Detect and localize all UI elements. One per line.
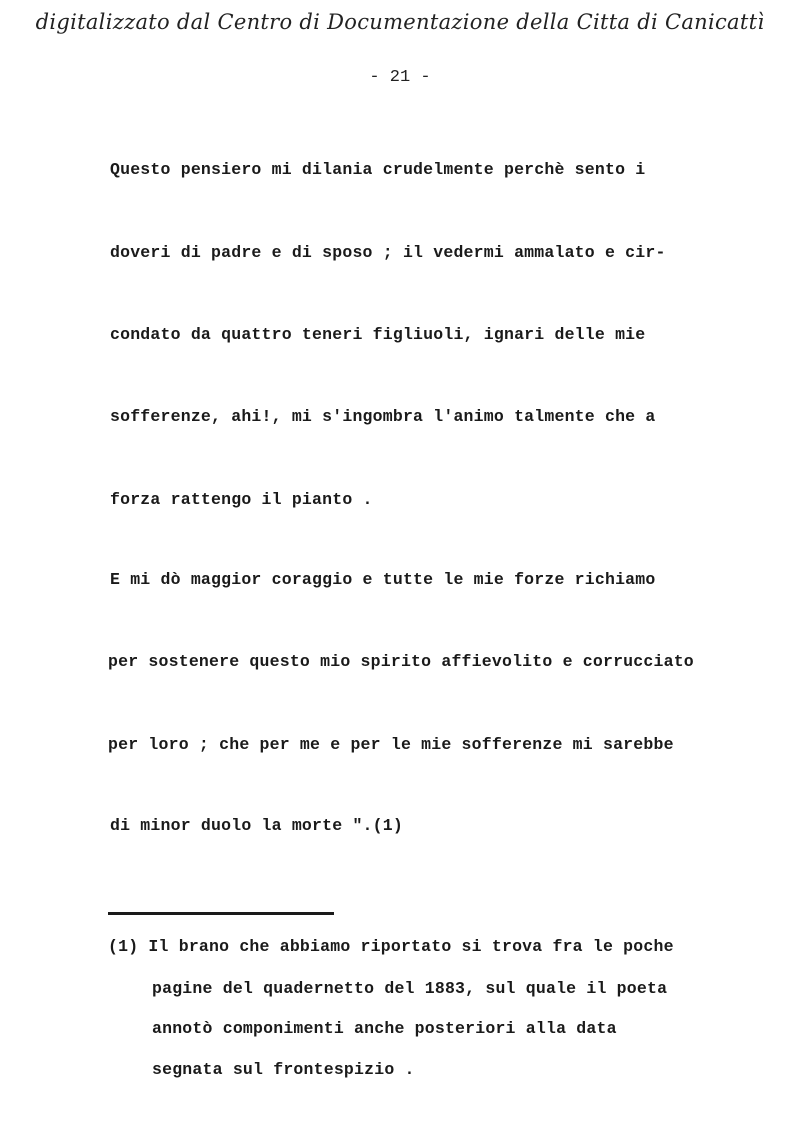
footnote-line: (1) Il brano che abbiamo riportato si trova fra le poche [108, 937, 674, 956]
body-line: sofferenze, ahi!, mi s'ingombra l'animo talmente che a [110, 407, 656, 426]
footnote-line: segnata sul frontespizio . [152, 1060, 415, 1079]
body-line: condato da quattro teneri figliuoli, ignari delle mie [110, 325, 646, 344]
body-line: per sostenere questo mio spirito affievolito e corrucciato [108, 652, 694, 671]
footnote-line: annotò componimenti anche posteriori alla data [152, 1019, 617, 1038]
body-line: E mi dò maggior coraggio e tutte le mie forze richiamo [110, 570, 656, 589]
body-line: di minor duolo la morte ".(1) [110, 816, 403, 835]
digitization-header: digitalizzato dal Centro di Documentazione della Citta di Canicattì [35, 10, 765, 34]
footnote-separator [108, 912, 334, 915]
body-line: doveri di padre e di sposo ; il vedermi ammalato e cir- [110, 243, 666, 262]
body-line: per loro ; che per me e per le mie sofferenze mi sarebbe [108, 735, 674, 754]
footnote-line: pagine del quadernetto del 1883, sul quale il poeta [152, 979, 668, 998]
body-line: forza rattengo il pianto . [110, 490, 373, 509]
body-line: Questo pensiero mi dilania crudelmente perchè sento i [110, 160, 646, 179]
page-number: - 21 - [369, 68, 431, 87]
